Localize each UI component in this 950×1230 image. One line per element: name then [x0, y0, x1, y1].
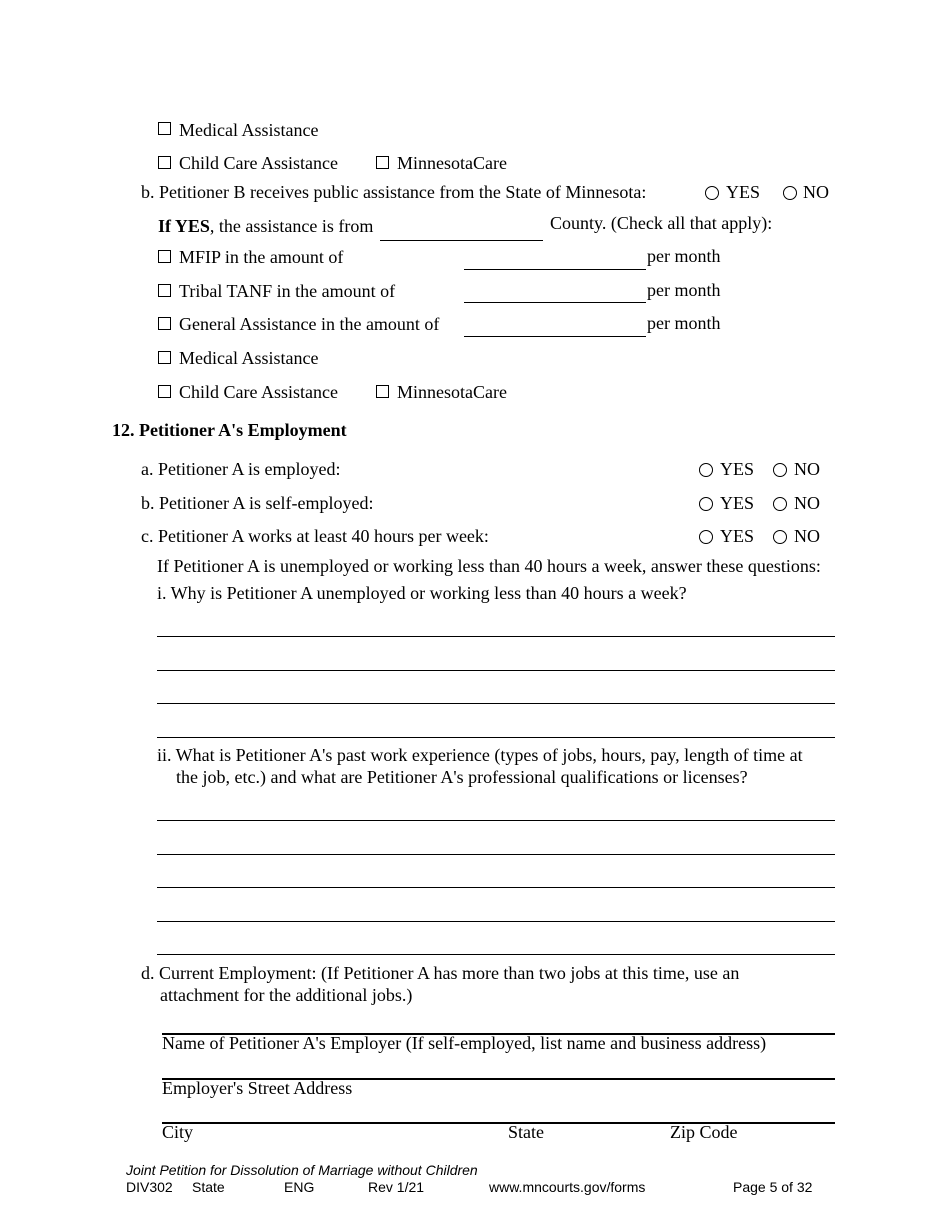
- footer-page-number: Page 5 of 32: [733, 1179, 813, 1195]
- self-employed-yes-radio[interactable]: [699, 497, 713, 511]
- question-ii-line-1: ii. What is Petitioner A's past work experience (types of jobs, hours, pay, length of time at: [157, 745, 803, 765]
- employed-no-label: NO: [794, 459, 820, 479]
- self-employed-yes-label: YES: [720, 493, 755, 513]
- state-label: State: [508, 1122, 544, 1142]
- answer-i-line-4[interactable]: [157, 737, 835, 738]
- footer-revision: Rev 1/21: [368, 1179, 425, 1195]
- petitioner-b-assistance-yes-radio[interactable]: [705, 186, 719, 200]
- general-assistance-checkbox[interactable]: [158, 317, 171, 330]
- answer-ii-line-1[interactable]: [157, 820, 835, 821]
- if-yes-label: [158, 217, 373, 235]
- self-employed-question: b. Petitioner A is self-employed:: [141, 493, 374, 513]
- tribal-tanf-label: Tribal TANF in the amount of: [179, 281, 396, 301]
- zip-code-label: Zip Code: [670, 1122, 738, 1142]
- if-yes-rest: , the assistance is from: [209, 216, 374, 236]
- general-assistance-label: General Assistance in the amount of: [179, 314, 440, 334]
- forty-hours-question: c. Petitioner A works at least 40 hours per week:: [141, 526, 489, 546]
- mfip-checkbox[interactable]: [158, 250, 171, 263]
- mfip-amount-line[interactable]: [464, 269, 646, 270]
- answer-i-line-1[interactable]: [157, 636, 835, 637]
- current-employment-line-2: attachment for the additional jobs.): [160, 985, 413, 1005]
- yes-label: YES: [726, 182, 761, 202]
- employed-question: a. Petitioner A is employed:: [141, 459, 341, 479]
- footer-jurisdiction: State: [192, 1179, 225, 1195]
- mfip-label: MFIP in the amount of: [179, 247, 344, 267]
- county-input-line[interactable]: [380, 240, 543, 241]
- answer-ii-line-2[interactable]: [157, 854, 835, 855]
- petitioner-b-assistance-question: b. Petitioner B receives public assistance from the State of Minnesota:: [141, 182, 647, 202]
- city-label: City: [162, 1122, 194, 1142]
- petitioner-b-assistance-no-radio[interactable]: [783, 186, 797, 200]
- general-assistance-amount-line[interactable]: [464, 336, 646, 337]
- tribal-tanf-checkbox[interactable]: [158, 284, 171, 297]
- self-employed-no-label: NO: [794, 493, 820, 513]
- employer-name-label: Name of Petitioner A's Employer (If self-employed, list name and business address): [162, 1033, 767, 1053]
- child-care-assistance-label-a: Child Care Assistance: [179, 153, 338, 173]
- self-employed-no-radio[interactable]: [773, 497, 787, 511]
- child-care-assistance-checkbox-b[interactable]: [158, 385, 171, 398]
- medical-assistance-checkbox-b[interactable]: [158, 351, 171, 364]
- minnesotacare-checkbox-a[interactable]: [376, 156, 389, 169]
- county-check-all-label: County. (Check all that apply):: [550, 213, 773, 233]
- minnesotacare-checkbox-b[interactable]: [376, 385, 389, 398]
- no-label: NO: [803, 182, 829, 202]
- unemployed-intro: If Petitioner A is unemployed or working less than 40 hours a week, answer these questions:: [157, 556, 821, 576]
- employed-yes-label: YES: [720, 459, 755, 479]
- forty-hours-yes-label: YES: [720, 526, 755, 546]
- question-ii-line-2: the job, etc.) and what are Petitioner A's professional qualifications or licenses?: [176, 767, 748, 787]
- employed-yes-radio[interactable]: [699, 463, 713, 477]
- footer-form-code: DIV302: [126, 1179, 173, 1195]
- answer-ii-line-3[interactable]: [157, 887, 835, 888]
- minnesotacare-label-a: MinnesotaCare: [397, 153, 507, 173]
- footer-url[interactable]: www.mncourts.gov/forms: [489, 1179, 646, 1195]
- forty-hours-no-label: NO: [794, 526, 820, 546]
- if-yes-bold: If YES: [158, 216, 210, 236]
- medical-assistance-label-b: Medical Assistance: [179, 348, 319, 368]
- tribal-tanf-per-month: per month: [647, 280, 721, 300]
- medical-assistance-checkbox-a[interactable]: [158, 122, 171, 135]
- answer-i-line-2[interactable]: [157, 670, 835, 671]
- question-i: i. Why is Petitioner A unemployed or working less than 40 hours a week?: [157, 583, 687, 603]
- tribal-tanf-amount-line[interactable]: [464, 302, 646, 303]
- footer-form-title: Joint Petition for Dissolution of Marriage without Children: [126, 1162, 478, 1178]
- forty-hours-no-radio[interactable]: [773, 530, 787, 544]
- answer-ii-line-5[interactable]: [157, 954, 835, 955]
- employer-street-label: Employer's Street Address: [162, 1078, 353, 1098]
- section-12-heading: 12. Petitioner A's Employment: [112, 420, 347, 440]
- forty-hours-yes-radio[interactable]: [699, 530, 713, 544]
- current-employment-line-1: d. Current Employment: (If Petitioner A has more than two jobs at this time, use an: [141, 963, 740, 983]
- answer-ii-line-4[interactable]: [157, 921, 835, 922]
- child-care-assistance-checkbox-a[interactable]: [158, 156, 171, 169]
- answer-i-line-3[interactable]: [157, 703, 835, 704]
- child-care-assistance-label-b: Child Care Assistance: [179, 382, 338, 402]
- minnesotacare-label-b: MinnesotaCare: [397, 382, 507, 402]
- mfip-per-month: per month: [647, 246, 721, 266]
- general-assistance-per-month: per month: [647, 313, 721, 333]
- employed-no-radio[interactable]: [773, 463, 787, 477]
- medical-assistance-label-a: Medical Assistance: [179, 120, 319, 140]
- footer-language: ENG: [284, 1179, 315, 1195]
